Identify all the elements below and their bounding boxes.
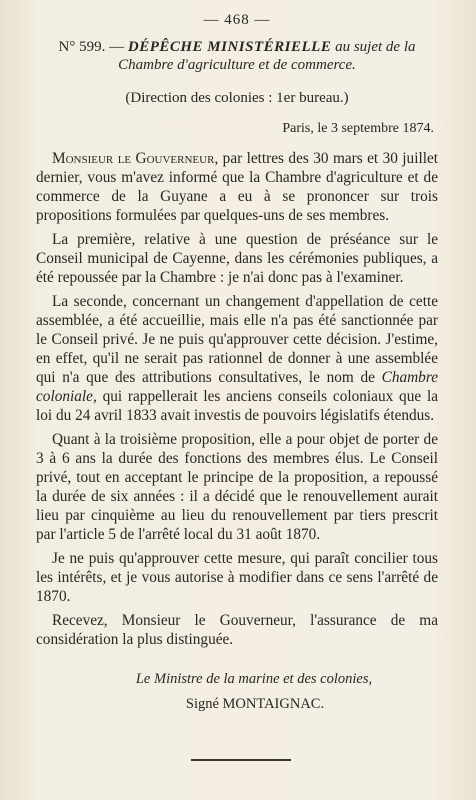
heading-kind: DÉPÊCHE MINISTÉRIELLE (127, 39, 332, 55)
paragraph-2: La première, relative à une question de préséance sur le Conseil municipal de Cayenne, dans les cérémonies publiques, a été repoussée par la Chambre : je n'ai donc pas à l'examiner. (36, 231, 438, 286)
salutation: Monsieur le Gouverneur (52, 150, 215, 167)
dateline: Paris, le 3 septembre 1874. (282, 121, 434, 136)
paragraph-5: Je ne puis qu'approuver cette mesure, qui paraît concilier tous les intérêts, et je vous autorise à modifier dans ce sens l'arrêté de 1870. (36, 550, 438, 605)
heading-dash: — (105, 39, 128, 55)
document-heading (36, 38, 438, 74)
paragraph-6: Recevez, Monsieur le Gouverneur, l'assurance de ma considération la plus distinguée. (36, 612, 438, 648)
minister-title: Le Ministre de la marine et des colonies, (135, 671, 373, 687)
signed-name: Signé MONTAIGNAC. (185, 696, 325, 712)
heading-number: N° 599. (58, 39, 106, 55)
page-number: — 468 — (203, 12, 271, 28)
paragraph-1-text: , par lettres des 30 mars et 30 juillet dernier, vous m'avez informé que la Chambre d'agriculture et de commerce de la Guyane a eu à se prononcer sur trois propositions formulées par quelques-uns de ses membres. (36, 150, 438, 224)
paragraph-3-text-b: , qui rappellerait les anciens conseils coloniaux que la loi du 24 avril 1833 avait investis de pouvoirs législatifs étendus. (36, 388, 438, 424)
direction-line: (Direction des colonies : 1er bureau.) (125, 90, 349, 106)
paragraph-4: Quant à la troisième proposition, elle a pour objet de porter de 3 à 6 ans la durée des fonctions des membres élus. Le Conseil privé, tout en acceptant le principe de la proposition, a repoussé la durée de six années : il a décidé que le renouvellement aurait lieu par cinquième au lieu du renouvellement par tiers prescrit par l'article 5 de l'arrêté local du 31 août 1870. (36, 431, 438, 543)
paragraph-3-text-a: La seconde, concernant un changement d'appellation de cette assemblée, a été accueillie, mais elle n'a pas été sanctionnée par le Conseil privé. Je ne puis qu'approuver cette décision. J'estime, en effet, qu'il ne serait pas rationnel de donner à une assemblée qui n'a que des attributions consultatives, le nom de (36, 293, 438, 386)
paragraph-3-italic: Chambre coloniale (36, 369, 438, 405)
paragraph-1 (36, 149, 438, 225)
paragraph-3 (36, 292, 438, 425)
heading-subject: au sujet de la Chambre d'agriculture et de commerce. (118, 39, 416, 73)
closing-rule (191, 759, 291, 761)
